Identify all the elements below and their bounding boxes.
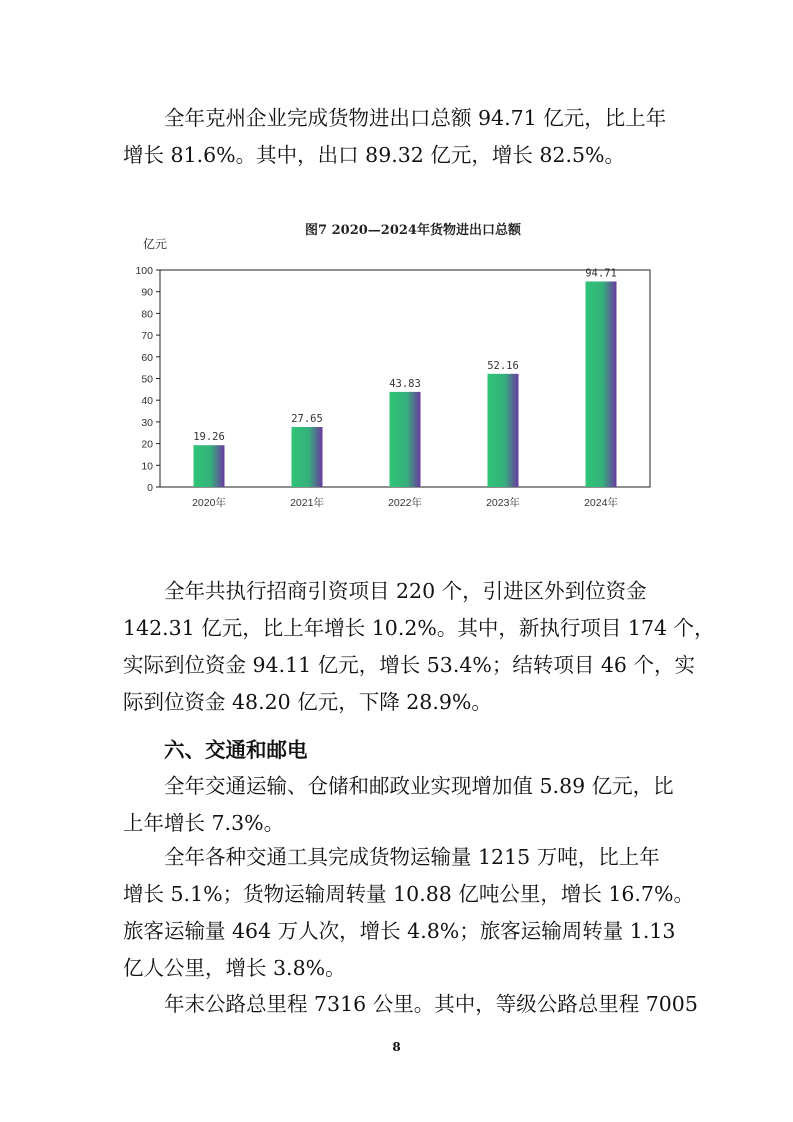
paragraph-freight-passenger <box>123 839 694 987</box>
y-tick-label: 60 <box>141 351 153 364</box>
trade-bar-chart <box>118 210 678 520</box>
y-tick-label: 70 <box>141 330 153 343</box>
text-line: 增长 5.1%；货物运输周转量 10.88 亿吨公里，增长 16.7%。 <box>123 882 694 906</box>
text-line: 际到位资金 48.20 亿元，下降 28.9%。 <box>123 690 492 714</box>
text-line: 上年增长 7.3%。 <box>123 811 285 835</box>
text-line: 年末公路总里程 7316 公里。其中，等级公路总里程 7005 <box>164 992 698 1016</box>
x-tick-label: 2024年 <box>584 497 618 509</box>
x-tick-label: 2020年 <box>192 497 226 509</box>
y-tick-label: 0 <box>147 482 153 494</box>
text-line: 旅客运输量 464 万人次，增长 4.8%；旅客运输周转量 1.13 <box>123 919 676 943</box>
bar-value-label: 27.65 <box>291 412 323 425</box>
bar-2020年 <box>194 445 225 487</box>
y-tick-label: 80 <box>141 308 153 321</box>
y-tick-label: 40 <box>141 395 153 408</box>
bar-value-label: 19.26 <box>193 431 225 444</box>
y-tick-label: 50 <box>141 373 153 386</box>
y-tick-label: 20 <box>141 438 153 451</box>
chart-title: 图7 2020—2024年货物进出口总额 <box>305 223 521 238</box>
bar-2024年 <box>586 281 617 487</box>
paragraph-roads <box>123 986 698 1023</box>
bar-series <box>192 267 618 509</box>
bar-2023年 <box>488 374 519 487</box>
x-tick-label: 2022年 <box>388 497 422 509</box>
bar-value-label: 52.16 <box>487 359 519 372</box>
x-tick-label: 2021年 <box>290 497 324 509</box>
y-axis-unit-label: 亿元 <box>143 237 168 251</box>
y-tick-label: 10 <box>141 460 153 473</box>
paragraph-trade <box>123 100 673 174</box>
y-tick-label: 90 <box>141 286 153 299</box>
text-line: 增长 81.6%。其中，出口 89.32 亿元，增长 82.5%。 <box>123 143 625 167</box>
text-line: 全年克州企业完成货物进出口总额 94.71 亿元，比上年 <box>164 106 667 130</box>
text-line: 实际到位资金 94.11 亿元，增长 53.4%；结转项目 46 个，实 <box>123 653 695 677</box>
y-tick-label: 30 <box>141 416 153 429</box>
bar-value-label: 94.71 <box>585 267 617 280</box>
text-line: 全年交通运输、仓储和邮政业实现增加值 5.89 亿元，比 <box>164 774 674 798</box>
paragraph-investment <box>123 573 715 721</box>
text-line: 全年各种交通工具完成货物运输量 1215 万吨，比上年 <box>164 845 660 869</box>
text-line: 142.31 亿元，比上年增长 10.2%。其中，新执行项目 174 个， <box>123 616 715 640</box>
x-tick-label: 2023年 <box>486 497 520 509</box>
section-heading: 六、交通和邮电 <box>164 738 308 762</box>
text-line: 亿人公里，增长 3.8%。 <box>123 956 346 980</box>
bar-2022年 <box>390 392 421 487</box>
bar-value-label: 43.83 <box>389 377 421 390</box>
paragraph-transport-value <box>123 768 673 842</box>
page-number: 8 <box>392 1040 401 1054</box>
text-line: 全年共执行招商引资项目 220 个，引进区外到位资金 <box>164 579 647 603</box>
y-tick-label: 100 <box>135 265 153 277</box>
bar-2021年 <box>292 427 323 487</box>
y-axis <box>135 265 160 494</box>
